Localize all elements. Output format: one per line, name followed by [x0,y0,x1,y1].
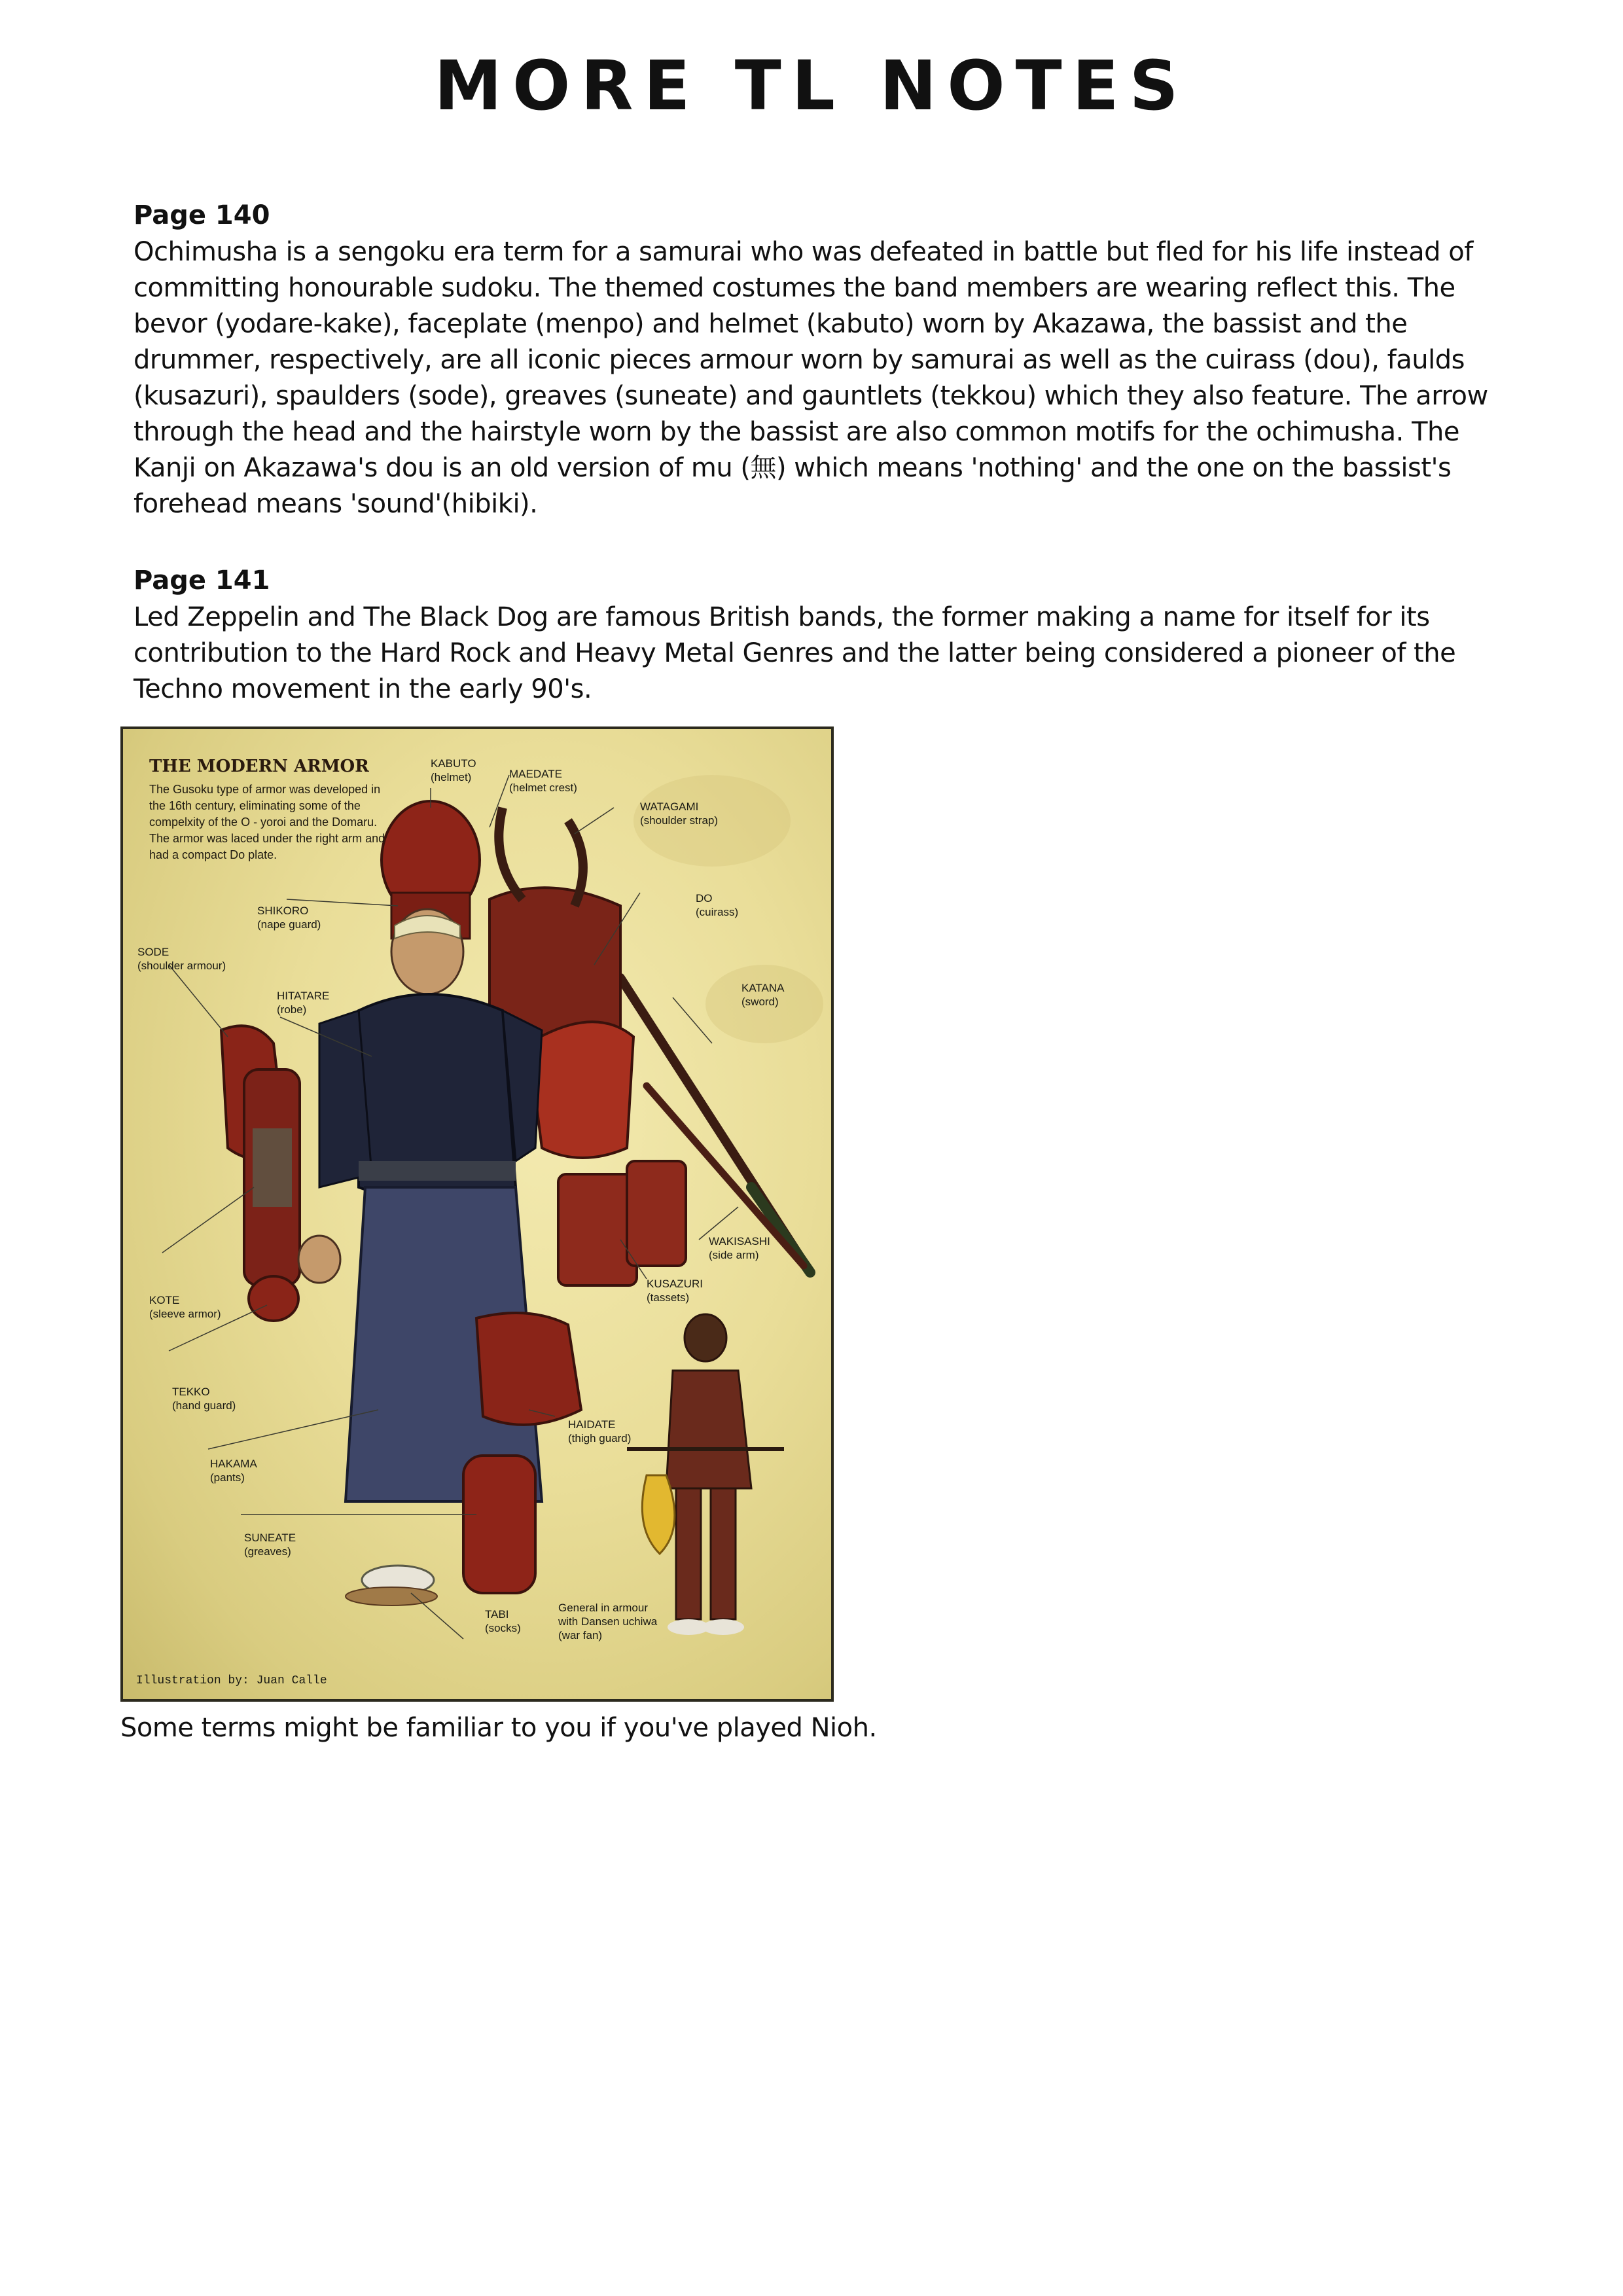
note-heading-page-141: Page 141 [134,565,270,596]
note-heading-page-140: Page 140 [134,200,270,230]
note-body-page-141: Led Zeppelin and The Black Dog are famous British bands, the former making a name for itself for its contribution to the Hard Rock and Heavy Metal Genres and the latter being considered a pioneer of the Techno movement in the early 90's. [134,602,1456,704]
page-title: MORE TL NOTES [434,46,1189,126]
label-do: DO (cuirass) [696,892,739,918]
armor-drawing [123,729,834,1702]
label-tekko: TEKKO (hand guard) [172,1386,236,1412]
label-hakama: HAKAMA (pants) [210,1458,257,1484]
note-body-page-140: Ochimusha is a sengoku era term for a samurai who was defeated in battle but fled for his life instead of committing honourable sudoku. The themed costumes the band members are wearing reflect this. The bevor (yodare-kake), faceplate (menpo) and helmet (kabuto) worn by Akazawa, the bassist and the drummer, respectively, are all iconic pieces armour worn by samurai as well as the cuirass (dou), faulds (kusazuri), spaulders (sode), greaves (suneate) and gauntlets (tekkou) which they also feature. The arrow through the head and the hairstyle worn by the bassist are also common motifs for the ochimusha. The Kanji on Akazawa's dou is an old version of mu (無) which means 'nothing' and the one on the bassist's forehead means 'sound'(hibiki). [134,237,1488,519]
armor-illustration [120,726,834,1702]
label-kabuto: KABUTO (helmet) [431,757,476,783]
label-general: General in armour with Dansen uchiwa (war fan) [558,1602,658,1641]
figure-description: The Gusoku type of armor was developed in the 16th century, eliminating some of the compelxity of the O - yoroi and the Domaru. The armor was laced under the right arm and had a compact Do plate. [149,783,385,861]
label-kote: KOTE (sleeve armor) [149,1294,221,1320]
label-suneate: SUNEATE (greaves) [244,1532,296,1558]
label-sode: SODE (shoulder armour) [137,946,226,972]
figure-caption: Some terms might be familiar to you if you've played Nioh. [120,1713,877,1743]
label-kusazuri: KUSAZURI (tassets) [647,1278,703,1304]
label-wakisashi: WAKISASHI (side arm) [709,1235,770,1261]
label-katana: KATANA (sword) [741,982,785,1008]
label-maedate: MAEDATE (helmet crest) [509,768,577,794]
label-watagami: WATAGAMI (shoulder strap) [640,800,719,827]
label-hitatare: HITATARE (robe) [277,990,330,1016]
figure-title: THE MODERN ARMOR [149,757,369,776]
illustration-credit: Illustration by: Juan Calle [136,1674,327,1687]
notes-section [134,196,1527,747]
label-tabi: TABI (socks) [485,1608,521,1634]
label-haidate: HAIDATE (thigh guard) [568,1418,632,1444]
label-shikoro: SHIKORO (nape guard) [257,905,321,931]
